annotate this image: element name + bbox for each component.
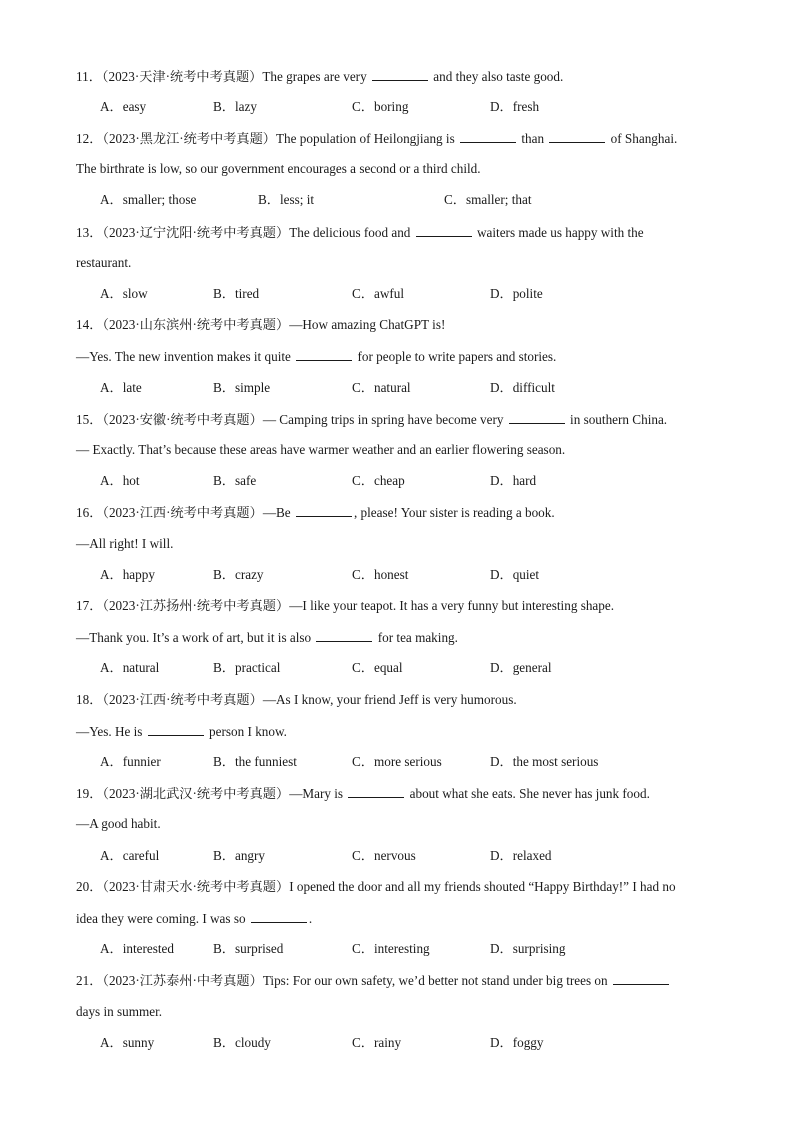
question-line	[76, 504, 724, 521]
question-line	[76, 1004, 724, 1020]
question-number: 16．	[76, 505, 103, 520]
question-text: restaurant.	[76, 255, 132, 270]
question-line	[76, 130, 724, 147]
answer-option[interactable]: A．smaller; those	[100, 192, 197, 207]
question-line	[76, 879, 724, 895]
answer-option[interactable]: A．interested	[100, 941, 174, 956]
question-line	[76, 68, 724, 85]
question-text: about what she eats. She never has junk food.	[406, 786, 650, 801]
answer-option[interactable]: A．funnier	[100, 754, 161, 769]
question-text: Tips: For our own safety, we’d better not stand under big trees on	[262, 973, 611, 988]
question-text: The birthrate is low, so our government encourages a second or a third child.	[76, 161, 481, 176]
question-text: idea they were coming. I was so	[76, 911, 249, 926]
answer-option[interactable]: C．equal	[352, 660, 403, 675]
question-text: — Exactly. That’s because these areas have warmer weather and an earlier flowering season.	[76, 442, 566, 457]
answer-option[interactable]: D．the most serious	[490, 754, 599, 769]
answer-blank[interactable]	[296, 504, 352, 517]
question-text: waiters made us happy with the	[473, 225, 644, 240]
answer-option[interactable]: B．the funniest	[213, 754, 297, 769]
answer-option[interactable]: B．cloudy	[213, 1035, 271, 1050]
answer-option[interactable]: A．easy	[100, 99, 147, 114]
answer-option[interactable]: A．slow	[100, 286, 148, 301]
question-source: （2023·山东滨州·统考中考真题）	[102, 317, 290, 332]
answer-option[interactable]: C．cheap	[352, 473, 405, 488]
answer-option[interactable]: A．careful	[100, 848, 160, 863]
answer-option[interactable]: C．boring	[352, 99, 409, 114]
question-line	[76, 536, 724, 552]
answer-option[interactable]: B．crazy	[213, 567, 264, 582]
question-line	[76, 972, 724, 989]
question-text: I opened the door and all my friends shouted “Happy Birthday!” I had no	[289, 879, 676, 894]
answer-blank[interactable]	[416, 224, 472, 237]
question-text: for tea making.	[374, 630, 458, 645]
question-text: — Camping trips in spring have become very	[262, 412, 507, 427]
question-source: （2023·江西·统考中考真题）	[102, 692, 263, 707]
answer-option[interactable]: C．smaller; that	[444, 192, 532, 207]
question-line	[76, 785, 724, 802]
question-line	[76, 317, 724, 333]
answer-blank[interactable]	[316, 629, 372, 642]
question-text: —All right! I will.	[76, 536, 174, 551]
answer-option[interactable]: D．surprising	[490, 941, 566, 956]
question-line	[76, 442, 724, 458]
question-number: 15．	[76, 412, 103, 427]
question-text: —Be	[262, 505, 294, 520]
answer-option[interactable]: D．difficult	[490, 380, 555, 395]
answer-option[interactable]: C．rainy	[352, 1035, 402, 1050]
answer-option[interactable]: B．simple	[213, 380, 271, 395]
question-source: （2023·江苏泰州·中考真题）	[102, 973, 263, 988]
answer-option[interactable]: D．general	[490, 660, 552, 675]
question-text: person I know.	[205, 724, 287, 739]
answer-option[interactable]: B．safe	[213, 473, 257, 488]
question-number: 13．	[76, 225, 103, 240]
answer-blank[interactable]	[460, 130, 516, 143]
answer-option[interactable]: A．natural	[100, 660, 160, 675]
answer-option[interactable]: A．hot	[100, 473, 140, 488]
answer-blank[interactable]	[148, 723, 204, 736]
question-text: —Mary is	[289, 786, 347, 801]
question-text: The grapes are very	[262, 69, 370, 84]
answer-option[interactable]: D．hard	[490, 473, 537, 488]
answer-option[interactable]: A．sunny	[100, 1035, 155, 1050]
question-source: （2023·天津·统考中考真题）	[101, 69, 263, 84]
question-line	[76, 255, 724, 271]
question-source: （2023·辽宁沈阳·统考中考真题）	[102, 225, 290, 240]
question-number: 21．	[76, 973, 103, 988]
question-line	[76, 692, 724, 708]
question-text: —As I know, your friend Jeff is very humorous.	[262, 692, 517, 707]
question-text: than	[518, 131, 548, 146]
answer-option[interactable]: B．angry	[213, 848, 266, 863]
question-source: （2023·安徽·统考中考真题）	[102, 412, 263, 427]
question-source: （2023·湖北武汉·统考中考真题）	[102, 786, 290, 801]
question-number: 11．	[76, 69, 102, 84]
question-text: —How amazing ChatGPT is!	[289, 317, 446, 332]
question-text: for people to write papers and stories.	[354, 349, 557, 364]
question-text: —A good habit.	[76, 816, 161, 831]
question-line	[76, 723, 724, 740]
answer-option[interactable]: A．happy	[100, 567, 155, 582]
question-line	[76, 348, 724, 365]
question-number: 18．	[76, 692, 103, 707]
answer-option[interactable]: C．nervous	[352, 848, 416, 863]
question-number: 14．	[76, 317, 103, 332]
question-text: and they also taste good.	[429, 69, 564, 84]
question-text: days in summer.	[76, 1004, 163, 1019]
answer-option[interactable]: B．lazy	[213, 99, 257, 114]
question-text: of Shanghai.	[607, 131, 678, 146]
answer-blank[interactable]	[372, 68, 428, 81]
question-source: （2023·江西·统考中考真题）	[102, 505, 263, 520]
question-line	[76, 411, 724, 428]
question-text: —Yes. He is	[76, 724, 146, 739]
answer-blank[interactable]	[549, 130, 605, 143]
question-line	[76, 816, 724, 832]
answer-option[interactable]: C．interesting	[352, 941, 430, 956]
question-text: in southern China.	[566, 412, 668, 427]
answer-option[interactable]: D．relaxed	[490, 848, 552, 863]
answer-option[interactable]: B．tired	[213, 286, 260, 301]
answer-option[interactable]: C．awful	[352, 286, 405, 301]
question-text: —I like your teapot. It has a very funny but interesting shape.	[289, 598, 615, 613]
answer-blank[interactable]	[251, 910, 307, 923]
answer-blank[interactable]	[348, 785, 404, 798]
question-text: .	[308, 911, 313, 926]
answer-option[interactable]: A．late	[100, 380, 142, 395]
question-text: —Yes. The new invention makes it quite	[76, 349, 295, 364]
question-line	[76, 629, 724, 646]
answer-option[interactable]: C．natural	[352, 380, 411, 395]
question-text: The population of Heilongjiang is	[276, 131, 459, 146]
question-line	[76, 910, 724, 927]
answer-option[interactable]: D．polite	[490, 286, 543, 301]
answer-blank[interactable]	[296, 348, 352, 361]
answer-option[interactable]: D．foggy	[490, 1035, 544, 1050]
question-line	[76, 224, 724, 241]
answer-option[interactable]: B．practical	[213, 660, 281, 675]
question-number: 19．	[76, 786, 103, 801]
question-source: （2023·江苏扬州·统考中考真题）	[102, 598, 290, 613]
answer-blank[interactable]	[509, 411, 565, 424]
answer-option[interactable]: B．surprised	[213, 941, 284, 956]
answer-blank[interactable]	[613, 972, 669, 985]
answer-option[interactable]: D．fresh	[490, 99, 540, 114]
question-source: （2023·黑龙江·统考中考真题）	[102, 131, 276, 146]
question-text: —Thank you. It’s a work of art, but it is also	[76, 630, 315, 645]
question-number: 12．	[76, 131, 103, 146]
question-number: 17．	[76, 598, 103, 613]
answer-option[interactable]: D．quiet	[490, 567, 540, 582]
answer-option[interactable]: C．honest	[352, 567, 409, 582]
question-text: , please! Your sister is reading a book.	[353, 505, 555, 520]
answer-option[interactable]: C．more serious	[352, 754, 442, 769]
question-line	[76, 598, 724, 614]
question-line	[76, 161, 724, 177]
answer-option[interactable]: B．less; it	[258, 192, 315, 207]
question-number: 20．	[76, 879, 103, 894]
question-text: The delicious food and	[289, 225, 414, 240]
question-source: （2023·甘肃天水·统考中考真题）	[102, 879, 290, 894]
